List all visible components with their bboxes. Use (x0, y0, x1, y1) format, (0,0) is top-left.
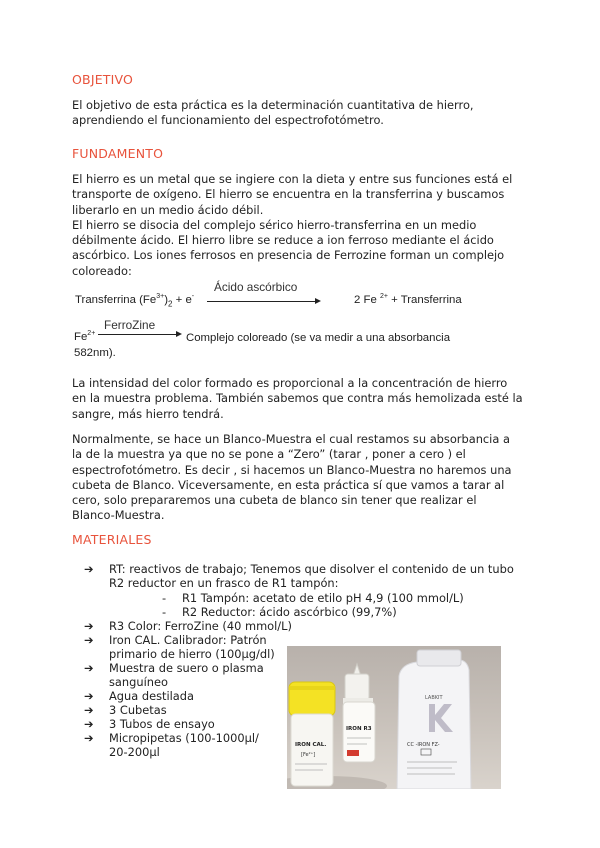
svg-text:LABKIT: LABKIT (425, 695, 443, 701)
eq2-arrow-head (176, 331, 182, 337)
fundamento-paragraph-3: Normalmente, se hace un Blanco-Muestra el cual restamos su absorbancia a la de la muestra ya que no se pone a “Zero” (tarar , poner a cero ) el espectrofotómetro. Es decir , si hacemos un Blanco-Muestra no haremos una cubeta de Blanco. Viceversamente, en esta práctica sí que vamos a tarar al cero, solo prepararemos una cubeta de blanco sin tener que realizar el Blanco-Muestra. (72, 432, 512, 523)
arrow-bullet-icon: ➔ (84, 717, 94, 731)
list-item: ➔ Agua destilada (84, 689, 195, 703)
svg-text:CC -IRON FZ-: CC -IRON FZ- (407, 742, 440, 748)
arrow-bullet-icon: ➔ (84, 661, 94, 675)
arrow-bullet-icon: ➔ (84, 633, 94, 647)
list-item: ➔ Micropipetas (100-1000µl/ 20-200µl (84, 731, 259, 760)
arrow-bullet-icon: ➔ (84, 562, 94, 576)
iron-cal-bottle (289, 682, 335, 786)
materiales-heading: MATERIALES (72, 532, 152, 547)
list-item: ➔ R3 Color: FerroZine (40 mmol/L) (84, 619, 292, 633)
list-item-rt: ➔ RT: reactivos de trabajo; Tenemos que disolver el contenido de un tubo R2 reductor en un frasco de R1 tampón: (84, 562, 514, 591)
sub-list-item: - R1 Tampón: acetato de etilo pH 4,9 (100 mmol/L) (162, 591, 464, 605)
fundamento-paragraph-2: La intensidad del color formado es proporcional a la concentración de hierro en la muestra problema. También sabemos que contra más hemolizada esté la sangre, más hierro tendrá. (72, 376, 523, 421)
eq1-right: 2 Fe $^{2+}$ + Transferrina (354, 293, 462, 306)
eq1-arrow-label: Ácido ascórbico (214, 280, 298, 294)
eq1-left: Transferrina $(Fe^{3+})_2 + e^-$ (75, 293, 195, 309)
reagent-box (397, 650, 471, 789)
eq2-arrow-label: FerroZine (104, 318, 156, 332)
eq2-right: Complejo coloreado (se va medir a una absorbancia (186, 332, 451, 344)
dash-bullet-icon: - (162, 605, 167, 619)
iron-r3-dropper (343, 664, 375, 762)
arrow-bullet-icon: ➔ (84, 689, 94, 703)
eq2-left: $Fe^{2+}$ (74, 330, 96, 343)
eq2-right-cont: 582nm). (74, 347, 116, 359)
objetivo-heading: OBJETIVO (72, 72, 134, 87)
arrow-bullet-icon: ➔ (84, 731, 94, 745)
fundamento-heading: FUNDAMENTO (72, 146, 164, 161)
dash-bullet-icon: - (162, 591, 167, 605)
arrow-bullet-icon: ➔ (84, 703, 94, 717)
svg-text:IRON R3: IRON R3 (346, 726, 372, 732)
reagents-photo (287, 646, 501, 789)
list-item: ➔ Muestra de suero o plasma sanguíneo (84, 661, 264, 690)
eq1-arrow (207, 301, 317, 302)
list-item: ➔ 3 Cubetas (84, 703, 167, 717)
sub-list-item: - R2 Reductor: ácido ascórbico (99,7%) (162, 605, 397, 619)
list-item: ➔ Iron CAL. Calibrador: Patrón primario de hierro (100µg/dl) (84, 633, 275, 662)
list-item: ➔ 3 Tubos de ensayo (84, 717, 215, 731)
svg-text:IRON CAL.: IRON CAL. (295, 742, 327, 748)
eq2-arrow (98, 334, 178, 335)
arrow-bullet-icon: ➔ (84, 619, 94, 633)
fundamento-paragraph-1: El hierro es un metal que se ingiere con la dieta y entre sus funciones está el transporte de oxígeno. El hierro se encuentra en la transferrina y buscamos liberarlo en un medio ácido débil. El hierro se disocia del complejo sérico hierro-transferrina en un medio débilmente ácido. El hierro libre se reduce a ion ferroso mediante el ácido ascórbico. Los iones ferrosos en presencia de Ferrozine forman un complejo coloreado: (72, 172, 513, 278)
svg-text:[Fe²⁺]: [Fe²⁺] (301, 752, 316, 758)
objetivo-text: El objetivo de esta práctica es la determinación cuantitativa de hierro, aprendiendo el funcionamiento del espectrofotómetro. (72, 98, 474, 128)
eq1-arrow-head (315, 298, 321, 304)
